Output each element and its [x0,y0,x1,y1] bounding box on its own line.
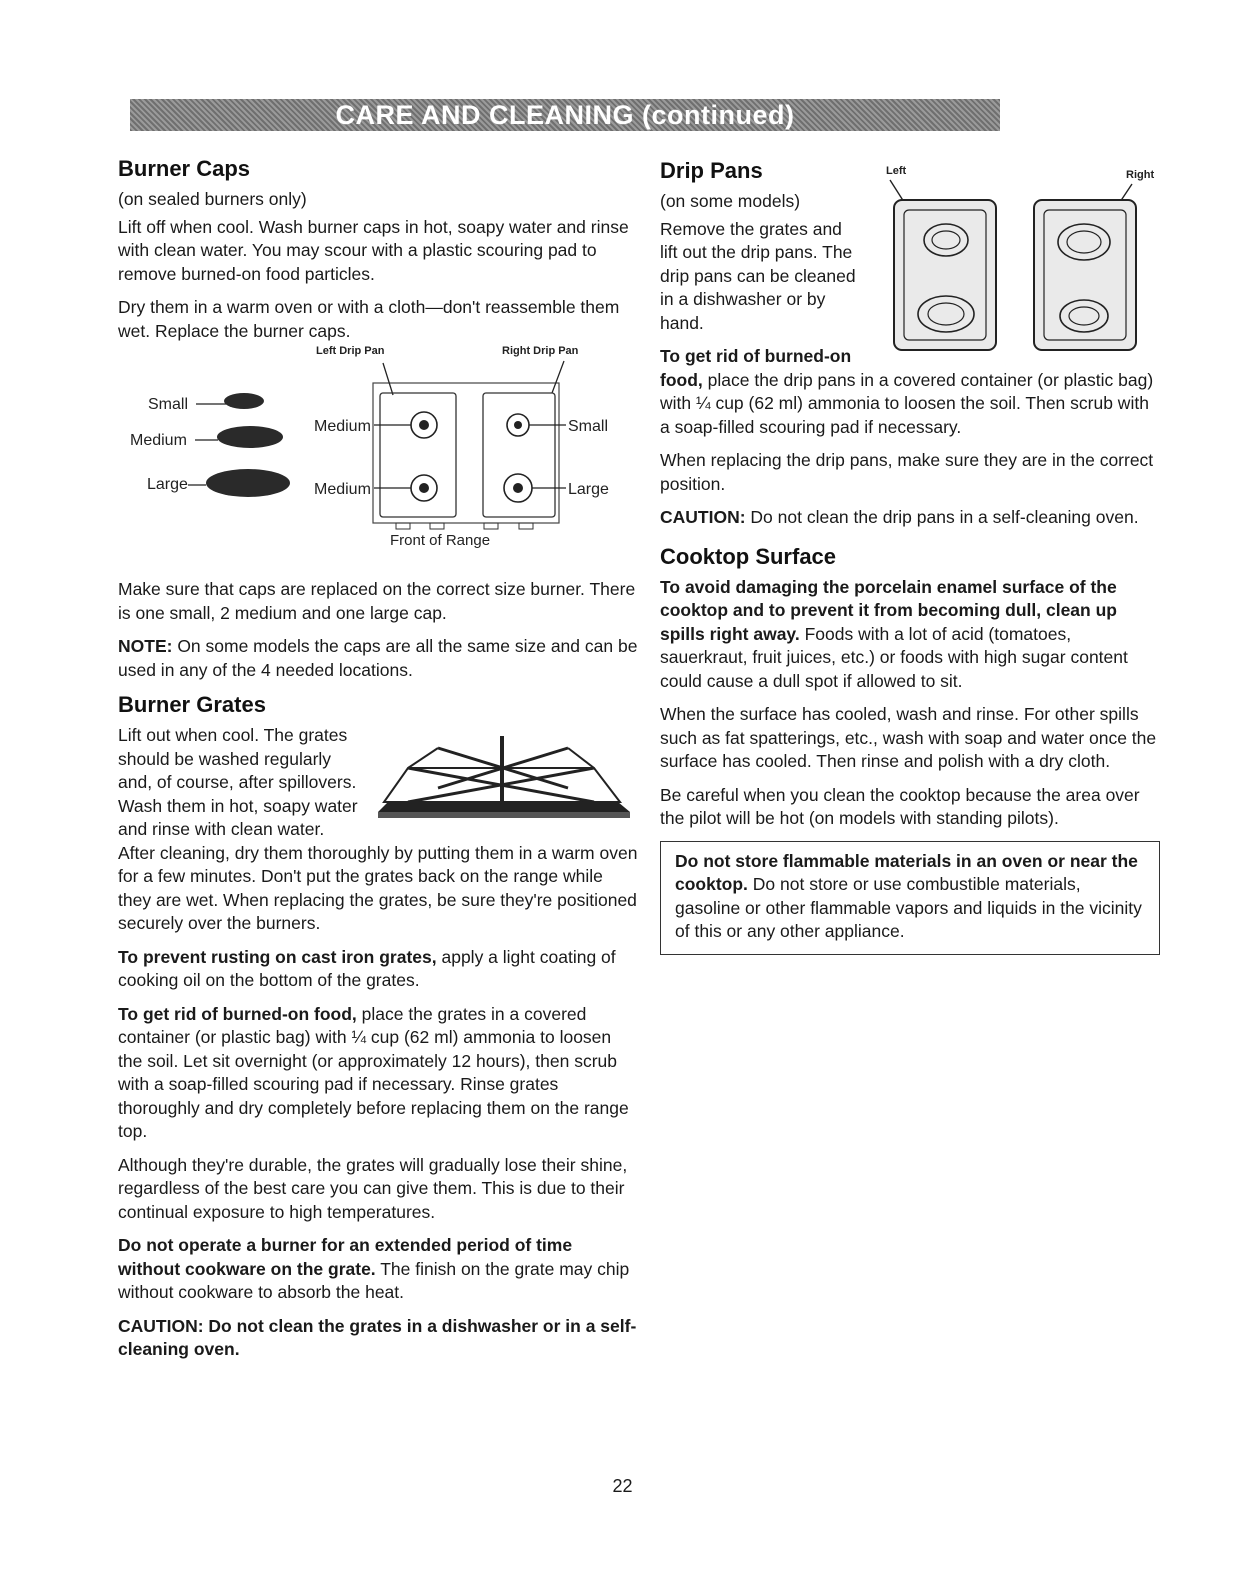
drip-pans-p3: When replacing the drip pans, make sure they are in the correct position. [660,450,1154,494]
burner-grates-p1: Lift out when cool. The grates should be washed regularly and, of course, after spillovers. Wash them in hot, soapy water and rinse with clean water. After cleaning, dry them thoroughly by putting them in a warm oven for a few minutes. Don't put the grates back on the range while they are wet. When replacing the grates, be sure they're positioned securely over the burners. [118,725,638,933]
cap-small-label: Small [148,396,189,413]
note-label: NOTE: [118,636,173,656]
drip-pans-burned [660,345,1160,439]
drip-pans-heading: Drip Pans [660,158,763,183]
operate-text: The finish on the grate may chip without cookware to absorb the heat. [118,1258,630,1302]
cooktop-heading: Cooktop Surface [660,543,837,569]
front-of-range-label: Front of Range [390,532,491,549]
burner-caps-note [118,635,638,682]
right-drip-pan-label: Right Drip Pan [502,345,579,357]
drip-caution-bold: CAUTION: [660,507,746,527]
burner-grates-burned [118,1003,638,1144]
medium-front-label: Medium [314,481,371,498]
burner-grates-heading: Burner Grates [118,692,266,717]
note-text: On some models the caps are all the same size and can be used in any of the 4 needed locations. [118,636,638,680]
burner-caps-p2: Dry them in a warm oven or with a cloth—don't reassemble them wet. Replace the burner caps. [118,297,620,341]
small-cap-icon [224,393,264,409]
cap-large-label: Large [147,476,188,493]
burner-caps-p3: Make sure that caps are replaced on the correct size burner. There is one small, 2 medium and one large cap. [118,579,636,623]
cooktop-p1 [660,576,1160,694]
warning-bold: Do not store flammable materials in an oven or near the cooktop. [675,850,1138,894]
warning-text [675,850,1147,944]
grates-burned-bold: To get rid of burned-on food, [118,1003,357,1024]
drip-burned-bold: To get rid of burned-on food, [660,346,852,390]
large-cap-icon [206,469,290,497]
right-drip-pan-icon [483,393,555,517]
right-drip-pan-image [1034,200,1136,350]
warning-body: Do not store or use combustible materials, gasoline or other flammable vapors and liquids in the vicinity of this or any other appliance. [675,874,1142,941]
burner-grate-icon [368,728,638,824]
drip-pans-p1: Remove the grates and lift out the drip pans. The drip pans can be cleaned in a dishwasher or by hand. [660,218,856,333]
drip-pans-diagram [870,162,1160,352]
medium-rear-label: Medium [314,418,371,435]
cooktop-p3: Be careful when you clean the cooktop because the area over the pilot will be hot (on models with standing pilots). [660,784,1140,828]
burner-grates-p4: Although they're durable, the grates will gradually lose their shine, regardless of the best care you can give them. This is due to their continual exposure to high temperatures. [118,1154,628,1222]
drip-pans-caution [660,506,1160,530]
rust-bold: To prevent rusting on cast iron grates, [118,946,437,967]
burner-grates-operate [118,1234,638,1305]
burner-grates-caution: CAUTION: Do not clean the grates in a dishwasher or in a self-cleaning oven. [118,1315,637,1359]
banner-title: CARE AND CLEANING (continued) [335,100,795,130]
drip-burned-text: place the drip pans in a covered container (or plastic bag) with ¼ cup (62 ml) ammonia to loosen the soil. Then scrub with a soap-filled scouring pad if necessary. [660,369,1154,437]
burner-caps-p1: Lift off when cool. Wash burner caps in hot, soapy water and rinse with clean water. You may scour with a plastic scouring pad to remove burned-on food particles. [118,216,629,284]
left-column [118,156,638,1372]
grates-burned-text: place the grates in a covered container (or plastic bag) with ¼ cup (62 ml) ammonia to loosen the soil. Let sit overnight (or approximately 12 hours), then scrub with a soap-filled scouring pad if necessary. Rinse grates thoroughly and dry completely before replacing them on the range top. [118,1003,629,1141]
drip-pans-subtitle: (on some models) [660,191,801,211]
large-burner-label: Large [568,481,609,498]
operate-bold: Do not operate a burner for an extended period of time without cookware on the grate. [118,1235,573,1279]
burner-caps-diagram [118,345,628,573]
warning-box [660,841,1160,955]
rust-text: apply a light coating of cooking oil on the bottom of the grates. [118,946,616,990]
medium-cap-icon [217,426,283,448]
page-number: 22 [612,1476,633,1496]
burner-caps-subtitle: (on sealed burners only) [118,189,307,209]
small-burner-label: Small [568,418,609,435]
burner-caps-heading: Burner Caps [118,156,251,181]
left-drip-pan-label: Left Drip Pan [316,345,385,357]
drip-left-label: Left [886,165,907,177]
drip-caution-text: Do not clean the drip pans in a self-cleaning oven. [745,507,1139,527]
drip-right-label: Right [1126,169,1155,181]
cap-medium-label: Medium [130,432,187,449]
left-drip-pan-image [894,200,996,350]
cooktop-p1-text: Foods with a lot of acid (tomatoes, sauerkraut, fruit juices, etc.) or foods with high sugar content could cause a dull spot if allowed to sit. [660,623,1128,691]
cooktop-p1-bold: To avoid damaging the porcelain enamel surface of the cooktop and to prevent it from becoming dull, clean up spills right away. [660,576,1117,644]
burner-grates-rust [118,946,638,993]
right-column [660,158,1160,955]
cooktop-p2: When the surface has cooled, wash and rinse. For other spills such as fat spatterings, etc., wash with soap and water once the surface has cooled. Then rinse and polish with a dry cloth. [660,704,1157,771]
section-banner [130,99,1000,131]
left-drip-pan-icon [380,393,456,517]
